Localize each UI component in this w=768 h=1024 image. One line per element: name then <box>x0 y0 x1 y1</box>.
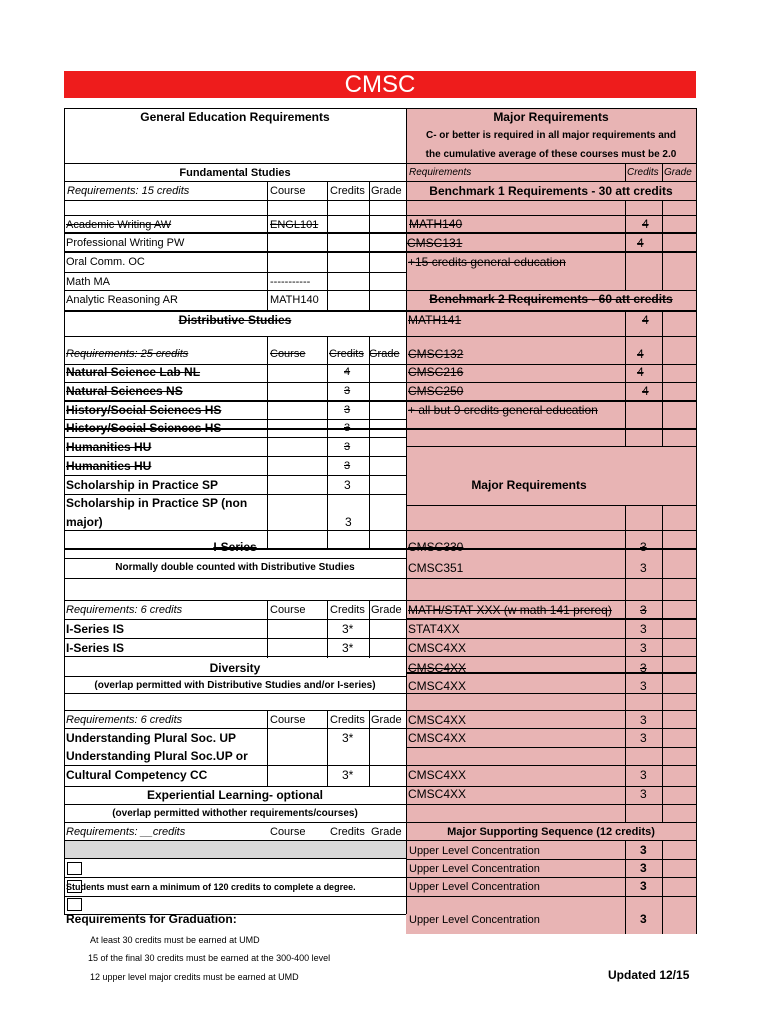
iseries-credits: 3* <box>342 622 354 636</box>
fundamental-row: Academic Writing AW <box>66 219 172 231</box>
major-req-title: Major Requirements <box>471 478 587 492</box>
iseries-row: I-Series IS <box>66 641 125 655</box>
checkbox[interactable] <box>67 898 82 911</box>
gen-ed-heading: General Education Requirements <box>140 110 330 124</box>
diversity-note: (overlap permitted with Distributive Studies and/or I-series) <box>94 680 376 691</box>
distributive-req: Requirements: 25 credits <box>66 348 189 360</box>
major-credits: 3 <box>640 540 647 554</box>
distributive-credits: 3 <box>344 385 351 397</box>
distributive-credits: 4 <box>344 366 351 378</box>
diversity-row: Understanding Plural Soc.UP or <box>66 749 248 763</box>
major-heading: Major Requirements <box>493 110 609 124</box>
supporting-credits: 3 <box>640 879 647 893</box>
graduation-item: 12 upper level major credits must be earned at UMD <box>90 972 299 982</box>
min-credits-note: Students must earn a minimum of 120 credits to complete a degree. <box>66 882 356 892</box>
supporting-title: Major Supporting Sequence (12 credits) <box>447 826 655 838</box>
col-grade: Grade <box>371 604 402 616</box>
distributive-credits: 3 <box>344 441 351 453</box>
benchmark2-course: CMSC216 <box>408 365 464 379</box>
supporting-course: Upper Level Concentration <box>409 881 540 893</box>
benchmark2-title: Benchmark 2 Requirements - 60 att credits <box>429 292 673 306</box>
diversity-row: Cultural Competency CC <box>66 768 208 782</box>
major-credits: 3 <box>640 641 647 655</box>
major-note-1: C- or better is required in all major requirements and <box>425 130 677 141</box>
col-course: Course <box>270 185 306 197</box>
major-credits: 3 <box>640 713 647 727</box>
major-course: CMSC4XX <box>408 679 467 693</box>
fundamental-title: Fundamental Studies <box>179 167 291 179</box>
iseries-note: Normally double counted with Distributive Studies <box>115 562 355 573</box>
graduation-item: At least 30 credits must be earned at UMD <box>90 935 260 945</box>
distributive-row: Natural Sciences NS <box>66 384 183 398</box>
benchmark2-credits: 4 <box>642 313 649 327</box>
distributive-credits: 3 <box>344 460 351 472</box>
major-credits: 3 <box>640 731 647 745</box>
col-credits: Credits <box>330 185 365 197</box>
major-col-req: Requirements <box>409 167 472 178</box>
diversity-credits: 3* <box>342 768 354 782</box>
distributive-row: Scholarship in Practice SP <box>66 478 219 492</box>
graduation-title: Requirements for Graduation: <box>66 912 237 926</box>
col-credits: Credits <box>329 348 364 360</box>
fundamental-row: Professional Writing PW <box>66 237 185 249</box>
distributive-credits: 3 <box>345 515 352 529</box>
supporting-credits: 3 <box>640 861 647 875</box>
major-credits: 3 <box>640 622 647 636</box>
supporting-course: Upper Level Concentration <box>409 863 540 875</box>
supporting-course: Upper Level Concentration <box>409 914 540 926</box>
supporting-credits: 3 <box>640 912 647 926</box>
fundamental-course: ----------- <box>270 276 311 288</box>
experiential-title: Experiential Learning- optional <box>146 788 324 802</box>
major-course: CMSC4XX <box>408 787 467 801</box>
iseries-req: Requirements: 6 credits <box>66 604 183 616</box>
distributive-credits: 3 <box>344 478 351 492</box>
experiential-req: Requirements: __credits <box>66 826 186 838</box>
major-course: CMSC4XX <box>408 768 467 782</box>
benchmark1-course: CMSC131 <box>407 236 463 250</box>
distributive-row-cont: major) <box>66 515 103 529</box>
distributive-credits: 3 <box>344 422 351 434</box>
major-course: STAT4XX <box>408 622 460 636</box>
benchmark2-course: MATH141 <box>408 313 462 327</box>
major-col-grade: Grade <box>664 167 692 178</box>
benchmark1-credits: 4 <box>642 217 649 231</box>
supporting-course: Upper Level Concentration <box>409 845 540 857</box>
col-credits: Credits <box>330 826 365 838</box>
graduation-item: 15 of the final 30 credits must be earned at the 300-400 level <box>88 953 331 963</box>
benchmark2-credits: 4 <box>637 347 644 361</box>
iseries-credits: 3* <box>342 641 354 655</box>
distributive-title: Distributive Studies <box>178 313 292 327</box>
major-course: CMSC351 <box>408 561 464 575</box>
major-credits: 3 <box>640 661 647 675</box>
col-grade: Grade <box>371 826 402 838</box>
major-credits: 3 <box>640 768 647 782</box>
major-col-credits: Credits <box>627 167 659 178</box>
major-course: CMSC4XX <box>408 661 467 675</box>
col-course: Course <box>270 604 306 616</box>
iseries-title: I-Series <box>213 540 257 554</box>
distributive-row: History/Social Sciences HS <box>66 421 222 435</box>
experiential-note: (overlap permitted withother requirements/courses) <box>112 808 358 819</box>
col-course: Course <box>270 348 306 360</box>
distributive-row: History/Social Sciences HS <box>66 403 222 417</box>
benchmark2-course: + all but 9 credits general education <box>408 403 598 417</box>
benchmark1-course: +15 credits general education <box>408 255 566 269</box>
distributive-row: Scholarship in Practice SP (non <box>66 496 248 510</box>
fundamental-row: Analytic Reasoning AR <box>66 294 178 306</box>
major-credits: 3 <box>640 561 647 575</box>
benchmark2-credits: 4 <box>642 384 649 398</box>
distributive-credits: 3 <box>344 404 351 416</box>
iseries-row: I-Series IS <box>66 622 125 636</box>
major-course: CMSC4XX <box>408 641 467 655</box>
fundamental-row: Math MA <box>66 276 111 288</box>
col-grade: Grade <box>371 714 402 726</box>
checkbox[interactable] <box>67 862 82 875</box>
diversity-row: Understanding Plural Soc. UP <box>66 731 237 745</box>
fundamental-row: Oral Comm. OC <box>66 256 145 268</box>
benchmark2-course: CMSC250 <box>408 384 464 398</box>
diversity-credits: 3* <box>342 731 354 745</box>
updated-date: Updated 12/15 <box>608 968 690 982</box>
major-credits: 3 <box>640 787 647 801</box>
page-title: CMSC <box>64 71 696 98</box>
col-credits: Credits <box>330 714 365 726</box>
col-course: Course <box>270 714 306 726</box>
major-course: MATH/STAT XXX (w math 141 prereq) <box>408 603 612 617</box>
fundamental-course: MATH140 <box>270 294 319 306</box>
fundamental-req: Requirements: 15 credits <box>67 185 190 197</box>
min-credits-gray-row <box>64 840 406 858</box>
benchmark1-title: Benchmark 1 Requirements - 30 att credits <box>429 184 673 198</box>
col-grade: Grade <box>369 348 400 360</box>
col-course: Course <box>270 826 306 838</box>
diversity-title: Diversity <box>209 661 261 675</box>
col-credits: Credits <box>330 604 365 616</box>
distributive-row: Humanities HU <box>66 459 152 473</box>
major-note-2: the cumulative average of these courses must be 2.0 <box>425 149 677 160</box>
major-credits: 3 <box>640 603 647 617</box>
col-grade: Grade <box>371 185 402 197</box>
distributive-row: Humanities HU <box>66 440 152 454</box>
benchmark2-course: CMSC132 <box>408 347 464 361</box>
fundamental-course: ENGL101 <box>270 219 319 231</box>
major-credits: 3 <box>640 679 647 693</box>
major-course: CMSC4XX <box>408 713 467 727</box>
supporting-credits: 3 <box>640 843 647 857</box>
benchmark2-credits: 4 <box>637 365 644 379</box>
distributive-row: Natural Science Lab NL <box>66 365 201 379</box>
benchmark1-course: MATH140 <box>409 217 463 231</box>
major-course: CMSC330 <box>408 540 464 554</box>
diversity-req: Requirements: 6 credits <box>66 714 183 726</box>
major-course: CMSC4XX <box>408 731 467 745</box>
benchmark1-credits: 4 <box>637 236 644 250</box>
